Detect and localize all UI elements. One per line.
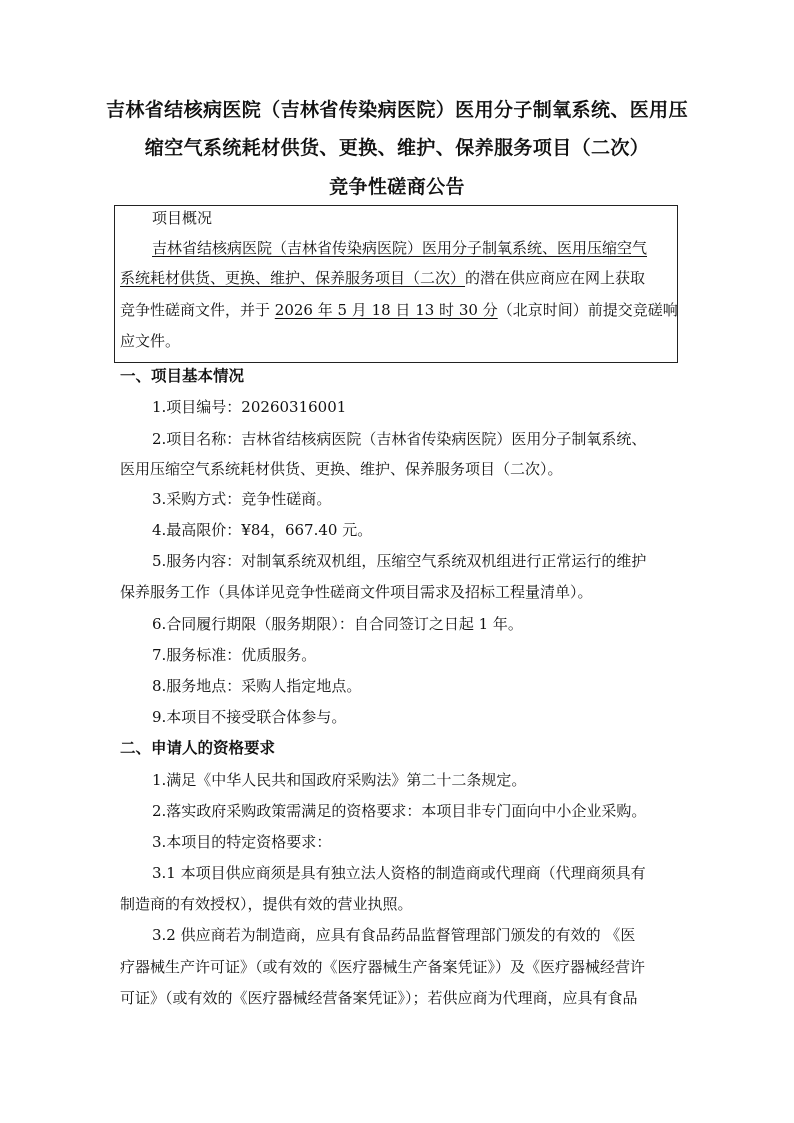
overview-paragraph-line-1 <box>152 238 647 258</box>
section-1-item-6: 6.合同履行期限（服务期限）：自合同签订之日起 1 年。 <box>152 615 523 633</box>
overview-paragraph-line-4: 应文件。 <box>120 332 181 350</box>
overview-line-3-text-b: （北京时间）前提交竞磋响 <box>497 301 678 319</box>
section-2-item-3: 3.本项目的特定资格要求： <box>152 833 332 851</box>
section-2-heading: 二、申请人的资格要求 <box>120 739 276 757</box>
overview-project-name-part-2: 系统耗材供货、更换、维护、保养服务项目（二次） <box>120 269 466 287</box>
section-1-item-5-line-1: 5.服务内容：对制氧系统双机组，压缩空气系统双机组进行正常运行的维护 <box>152 552 647 570</box>
section-1-item-4: 4.最高限价：¥84，667.40 元。 <box>152 521 373 539</box>
section-2-item-2: 2.落实政府采购政策需满足的资格要求：本项目非专门面向中小企业采购。 <box>152 802 647 820</box>
section-2-item-3-2-line-1: 3.2 供应商若为制造商，应具有食品药品监督管理部门颁发的有效的 《医 <box>152 926 636 944</box>
section-1-item-1: 1.项目编号：20260316001 <box>152 398 347 416</box>
section-1-item-8: 8.服务地点：采购人指定地点。 <box>152 677 362 695</box>
overview-label: 项目概况 <box>152 209 213 227</box>
section-1-item-3: 3.采购方式：竞争性磋商。 <box>152 490 332 508</box>
section-1-item-7: 7.服务标准：优质服务。 <box>152 646 317 664</box>
section-2-item-1: 1.满足《中华人民共和国政府采购法》第二十二条规定。 <box>152 771 527 789</box>
section-2-item-3-1-line-2: 制造商的有效授权），提供有效的营业执照。 <box>120 895 413 913</box>
document-title-line-2: 缩空气系统耗材供货、更换、维护、保养服务项目（二次） <box>144 137 650 159</box>
overview-paragraph-line-3 <box>120 300 678 320</box>
section-2-item-3-2-line-2: 疗器械生产许可证》（或有效的《医疗器械生产备案凭证》）及《医疗器械经营许 <box>120 958 646 976</box>
overview-project-name-part-1: 吉林省结核病医院（吉林省传染病医院）医用分子制氧系统、医用压缩空气 <box>152 239 648 257</box>
section-1-item-2-line-1: 2.项目名称：吉林省结核病医院（吉林省传染病医院）医用分子制氧系统、 <box>152 430 647 448</box>
overview-line-3-text-a: 竞争性磋商文件，并于 <box>120 301 275 319</box>
section-1-heading: 一、项目基本情况 <box>120 367 245 385</box>
document-title-line-1: 吉林省结核病医院（吉林省传染病医院）医用分子制氧系统、医用压 <box>105 99 688 121</box>
overview-paragraph-line-2 <box>120 268 645 288</box>
section-1-item-5-line-2: 保养服务工作（具体详见竞争性磋商文件项目需求及招标工程量清单）。 <box>120 583 593 601</box>
section-1-item-2-line-2: 医用压缩空气系统耗材供货、更换、维护、保养服务项目（二次）。 <box>120 460 563 478</box>
overview-line-2-text: 的潜在供应商应在网上获取 <box>465 269 646 287</box>
section-2-item-3-1-line-1: 3.1 本项目供应商须是具有独立法人资格的制造商或代理商（代理商须具有 <box>152 864 646 882</box>
section-1-item-9: 9.本项目不接受联合体参与。 <box>152 708 347 726</box>
section-2-item-3-2-line-3: 可证》（或有效的《医疗器械经营备案凭证》）；若供应商为代理商，应具有食品 <box>120 989 638 1007</box>
document-title-line-3: 竞争性磋商公告 <box>329 176 465 198</box>
overview-deadline: 2026 年 5 月 18 日 13 时 30 分 <box>274 301 498 319</box>
